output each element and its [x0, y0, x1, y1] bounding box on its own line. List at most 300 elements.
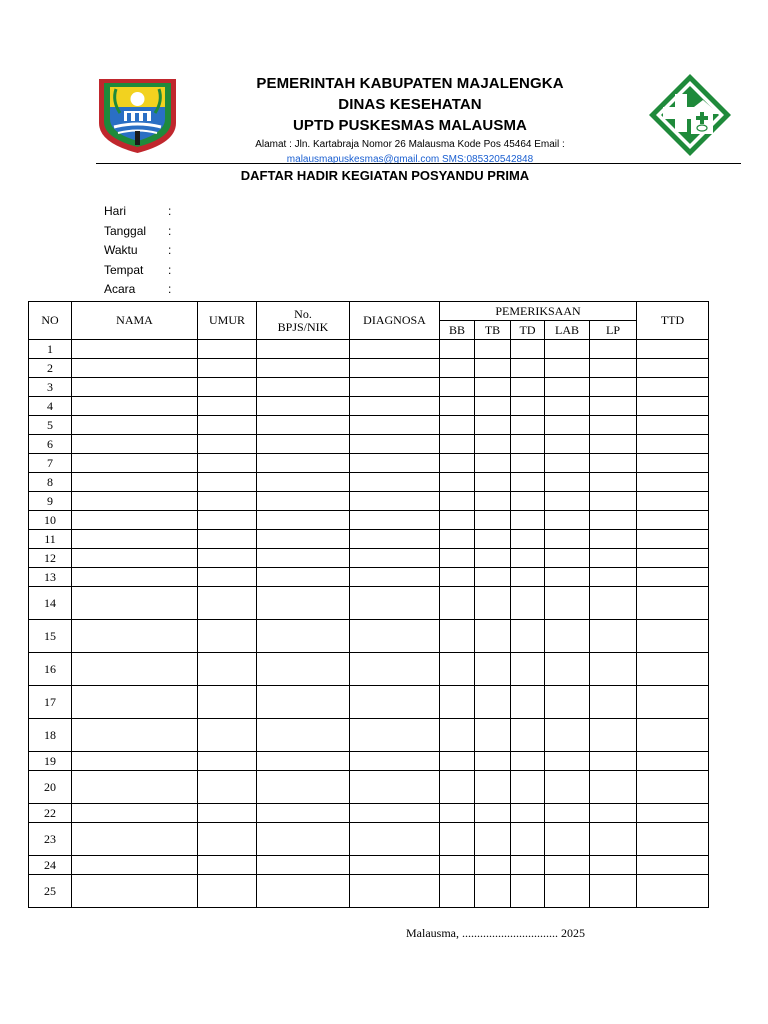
row-cell[interactable]: [511, 804, 545, 823]
row-cell[interactable]: [198, 568, 257, 587]
row-cell[interactable]: [72, 530, 198, 549]
row-cell[interactable]: [72, 686, 198, 719]
row-cell[interactable]: [590, 397, 637, 416]
row-cell[interactable]: [350, 492, 440, 511]
row-cell[interactable]: [511, 378, 545, 397]
row-cell[interactable]: [545, 530, 590, 549]
row-cell[interactable]: [590, 473, 637, 492]
row-cell[interactable]: [350, 454, 440, 473]
row-cell[interactable]: [590, 454, 637, 473]
row-cell[interactable]: [350, 856, 440, 875]
row-number: 12: [29, 549, 72, 568]
row-cell[interactable]: [72, 771, 198, 804]
info-hari: Hari :: [104, 204, 172, 218]
row-cell[interactable]: [198, 587, 257, 620]
row-cell[interactable]: [350, 771, 440, 804]
row-cell[interactable]: [257, 473, 350, 492]
row-cell[interactable]: [637, 511, 709, 530]
row-number: 16: [29, 653, 72, 686]
row-cell[interactable]: [637, 856, 709, 875]
row-cell[interactable]: [440, 823, 475, 856]
row-cell[interactable]: [475, 804, 511, 823]
table-row: [29, 752, 709, 771]
row-number: 25: [29, 875, 72, 908]
row-cell[interactable]: [545, 568, 590, 587]
header-lab: LAB: [545, 321, 590, 340]
table-row: [29, 511, 709, 530]
row-cell[interactable]: [440, 454, 475, 473]
row-cell[interactable]: [545, 823, 590, 856]
row-cell[interactable]: [511, 340, 545, 359]
row-cell[interactable]: [637, 568, 709, 587]
row-cell[interactable]: [198, 686, 257, 719]
row-cell[interactable]: [440, 416, 475, 435]
table-row: [29, 454, 709, 473]
row-cell[interactable]: [198, 454, 257, 473]
row-cell[interactable]: [72, 416, 198, 435]
row-cell[interactable]: [637, 771, 709, 804]
row-cell[interactable]: [198, 752, 257, 771]
row-cell[interactable]: [637, 875, 709, 908]
row-cell[interactable]: [440, 359, 475, 378]
row-cell[interactable]: [545, 549, 590, 568]
row-cell[interactable]: [590, 719, 637, 752]
row-cell[interactable]: [637, 620, 709, 653]
row-cell[interactable]: [198, 511, 257, 530]
row-cell[interactable]: [590, 511, 637, 530]
row-cell[interactable]: [475, 340, 511, 359]
row-cell[interactable]: [440, 568, 475, 587]
row-cell[interactable]: [590, 378, 637, 397]
row-cell[interactable]: [590, 530, 637, 549]
table-row: [29, 435, 709, 454]
row-cell[interactable]: [350, 473, 440, 492]
row-cell[interactable]: [637, 823, 709, 856]
row-cell[interactable]: [475, 752, 511, 771]
row-cell[interactable]: [545, 492, 590, 511]
row-cell[interactable]: [198, 856, 257, 875]
row-cell[interactable]: [350, 340, 440, 359]
row-cell[interactable]: [511, 359, 545, 378]
row-cell[interactable]: [637, 653, 709, 686]
row-cell[interactable]: [72, 804, 198, 823]
row-cell[interactable]: [72, 653, 198, 686]
row-cell[interactable]: [637, 473, 709, 492]
row-cell[interactable]: [72, 492, 198, 511]
table-row: [29, 549, 709, 568]
row-cell[interactable]: [257, 397, 350, 416]
row-cell[interactable]: [545, 587, 590, 620]
row-cell[interactable]: [440, 856, 475, 875]
row-cell[interactable]: [440, 492, 475, 511]
row-cell[interactable]: [511, 752, 545, 771]
row-cell[interactable]: [198, 719, 257, 752]
row-cell[interactable]: [545, 397, 590, 416]
row-cell[interactable]: [440, 511, 475, 530]
row-cell[interactable]: [475, 359, 511, 378]
row-cell[interactable]: [257, 568, 350, 587]
row-cell[interactable]: [198, 549, 257, 568]
attendance-table: [28, 301, 709, 908]
row-cell[interactable]: [198, 653, 257, 686]
row-number: 8: [29, 473, 72, 492]
row-cell[interactable]: [545, 875, 590, 908]
row-cell[interactable]: [440, 340, 475, 359]
row-cell[interactable]: [475, 473, 511, 492]
row-cell[interactable]: [257, 719, 350, 752]
row-cell[interactable]: [257, 340, 350, 359]
row-cell[interactable]: [475, 397, 511, 416]
row-cell[interactable]: [637, 804, 709, 823]
row-cell[interactable]: [72, 378, 198, 397]
row-cell[interactable]: [545, 686, 590, 719]
header-tb: TB: [475, 321, 511, 340]
row-cell[interactable]: [198, 804, 257, 823]
row-cell[interactable]: [440, 771, 475, 804]
row-cell[interactable]: [440, 587, 475, 620]
row-cell[interactable]: [198, 823, 257, 856]
row-cell[interactable]: [475, 378, 511, 397]
address-line: Alamat : Jln. Kartabraja Nomor 26 Malausma Kode Pos 45464 Email :: [255, 139, 565, 150]
table-row: [29, 856, 709, 875]
row-cell[interactable]: [545, 856, 590, 875]
row-cell[interactable]: [350, 511, 440, 530]
row-cell[interactable]: [590, 416, 637, 435]
row-number: 17: [29, 686, 72, 719]
row-cell[interactable]: [545, 719, 590, 752]
row-cell[interactable]: [511, 875, 545, 908]
row-cell[interactable]: [545, 473, 590, 492]
row-cell[interactable]: [637, 686, 709, 719]
row-cell[interactable]: [257, 416, 350, 435]
majalengka-crest-icon: [96, 73, 179, 155]
row-cell[interactable]: [475, 435, 511, 454]
table-row: [29, 620, 709, 653]
row-cell[interactable]: [475, 719, 511, 752]
row-cell[interactable]: [350, 378, 440, 397]
row-cell[interactable]: [72, 454, 198, 473]
row-cell[interactable]: [637, 530, 709, 549]
info-acara: Acara :: [104, 282, 172, 296]
row-number: 2: [29, 359, 72, 378]
row-cell[interactable]: [440, 620, 475, 653]
row-cell[interactable]: [545, 752, 590, 771]
row-cell[interactable]: [350, 587, 440, 620]
row-cell[interactable]: [440, 378, 475, 397]
row-cell[interactable]: [511, 511, 545, 530]
row-cell[interactable]: [440, 653, 475, 686]
row-cell[interactable]: [257, 530, 350, 549]
row-cell[interactable]: [72, 823, 198, 856]
row-cell[interactable]: [350, 397, 440, 416]
row-cell[interactable]: [350, 686, 440, 719]
row-number: 9: [29, 492, 72, 511]
row-cell[interactable]: [72, 435, 198, 454]
header-lp: LP: [590, 321, 637, 340]
row-cell[interactable]: [198, 397, 257, 416]
row-cell[interactable]: [511, 397, 545, 416]
row-cell[interactable]: [590, 856, 637, 875]
row-number: 13: [29, 568, 72, 587]
row-cell[interactable]: [350, 359, 440, 378]
table-row: [29, 686, 709, 719]
row-cell[interactable]: [198, 620, 257, 653]
row-cell[interactable]: [545, 653, 590, 686]
header-no: NO: [29, 302, 72, 340]
row-cell[interactable]: [637, 435, 709, 454]
row-cell[interactable]: [198, 875, 257, 908]
row-cell[interactable]: [72, 340, 198, 359]
row-cell[interactable]: [475, 620, 511, 653]
info-waktu: Waktu :: [104, 243, 172, 257]
row-cell[interactable]: [475, 587, 511, 620]
row-cell[interactable]: [511, 568, 545, 587]
row-cell[interactable]: [475, 492, 511, 511]
row-cell[interactable]: [511, 823, 545, 856]
row-cell[interactable]: [350, 823, 440, 856]
row-cell[interactable]: [590, 549, 637, 568]
table-row: [29, 530, 709, 549]
row-cell[interactable]: [637, 719, 709, 752]
header-line-3: UPTD PUSKESMAS MALAUSMA: [293, 117, 527, 134]
row-number: 14: [29, 587, 72, 620]
row-cell[interactable]: [257, 771, 350, 804]
row-cell[interactable]: [350, 568, 440, 587]
row-cell[interactable]: [350, 530, 440, 549]
row-cell[interactable]: [72, 568, 198, 587]
row-number: 5: [29, 416, 72, 435]
row-cell[interactable]: [198, 359, 257, 378]
header-line-2: DINAS KESEHATAN: [338, 96, 482, 113]
row-cell[interactable]: [475, 454, 511, 473]
info-tanggal: Tanggal :: [104, 223, 172, 238]
row-cell[interactable]: [637, 416, 709, 435]
row-cell[interactable]: [72, 620, 198, 653]
row-number: 7: [29, 454, 72, 473]
row-cell[interactable]: [590, 823, 637, 856]
row-cell[interactable]: [72, 359, 198, 378]
row-cell[interactable]: [350, 653, 440, 686]
row-cell[interactable]: [590, 435, 637, 454]
row-cell[interactable]: [257, 435, 350, 454]
table-row: [29, 359, 709, 378]
row-cell[interactable]: [637, 340, 709, 359]
row-cell[interactable]: [590, 568, 637, 587]
header-divider: [96, 163, 741, 164]
row-cell[interactable]: [72, 511, 198, 530]
row-cell[interactable]: [350, 875, 440, 908]
row-cell[interactable]: [198, 378, 257, 397]
row-number: 6: [29, 435, 72, 454]
row-cell[interactable]: [511, 416, 545, 435]
header-td: TD: [511, 321, 545, 340]
header-ttd: TTD: [637, 302, 709, 340]
row-cell[interactable]: [72, 549, 198, 568]
row-cell[interactable]: [545, 416, 590, 435]
row-cell[interactable]: [475, 875, 511, 908]
row-cell[interactable]: [198, 492, 257, 511]
row-cell[interactable]: [545, 804, 590, 823]
row-cell[interactable]: [511, 587, 545, 620]
row-cell[interactable]: [440, 752, 475, 771]
row-cell[interactable]: [350, 804, 440, 823]
row-cell[interactable]: [590, 340, 637, 359]
row-cell[interactable]: [350, 435, 440, 454]
table-row: [29, 875, 709, 908]
row-cell[interactable]: [257, 587, 350, 620]
row-cell[interactable]: [350, 719, 440, 752]
row-cell[interactable]: [475, 653, 511, 686]
row-cell[interactable]: [475, 530, 511, 549]
row-cell[interactable]: [590, 771, 637, 804]
row-cell[interactable]: [590, 620, 637, 653]
row-cell[interactable]: [511, 771, 545, 804]
row-cell[interactable]: [590, 804, 637, 823]
row-cell[interactable]: [475, 686, 511, 719]
row-cell[interactable]: [511, 686, 545, 719]
row-cell[interactable]: [511, 454, 545, 473]
row-cell[interactable]: [511, 719, 545, 752]
row-cell[interactable]: [637, 587, 709, 620]
row-cell[interactable]: [511, 856, 545, 875]
row-cell[interactable]: [350, 549, 440, 568]
event-info: [104, 202, 171, 300]
row-cell[interactable]: [440, 875, 475, 908]
row-cell[interactable]: [198, 416, 257, 435]
row-cell[interactable]: [257, 686, 350, 719]
row-cell[interactable]: [72, 752, 198, 771]
row-cell[interactable]: [475, 511, 511, 530]
row-cell[interactable]: [440, 397, 475, 416]
table-row: [29, 823, 709, 856]
row-cell[interactable]: [637, 378, 709, 397]
row-cell[interactable]: [350, 620, 440, 653]
row-cell[interactable]: [637, 454, 709, 473]
row-cell[interactable]: [511, 549, 545, 568]
row-cell[interactable]: [590, 492, 637, 511]
row-cell[interactable]: [350, 752, 440, 771]
row-cell[interactable]: [545, 454, 590, 473]
row-cell[interactable]: [257, 492, 350, 511]
row-cell[interactable]: [257, 549, 350, 568]
row-number: 11: [29, 530, 72, 549]
row-cell[interactable]: [475, 823, 511, 856]
row-cell[interactable]: [257, 856, 350, 875]
row-cell[interactable]: [440, 719, 475, 752]
row-cell[interactable]: [257, 804, 350, 823]
row-number: 22: [29, 804, 72, 823]
row-cell[interactable]: [511, 492, 545, 511]
row-cell[interactable]: [545, 771, 590, 804]
row-cell[interactable]: [440, 530, 475, 549]
row-cell[interactable]: [440, 549, 475, 568]
row-cell[interactable]: [590, 875, 637, 908]
row-cell[interactable]: [545, 620, 590, 653]
row-cell[interactable]: [257, 620, 350, 653]
letterhead: [190, 73, 630, 166]
row-cell[interactable]: [257, 511, 350, 530]
row-cell[interactable]: [545, 359, 590, 378]
row-cell[interactable]: [72, 587, 198, 620]
row-cell[interactable]: [440, 473, 475, 492]
email-sms-link[interactable]: malausmapuskesmas@gmail.com SMS:085320542848: [286, 154, 534, 165]
row-number: 1: [29, 340, 72, 359]
row-cell[interactable]: [440, 804, 475, 823]
row-cell[interactable]: [475, 568, 511, 587]
table-row: [29, 804, 709, 823]
row-cell[interactable]: [545, 511, 590, 530]
row-number: 3: [29, 378, 72, 397]
row-cell[interactable]: [257, 752, 350, 771]
row-cell[interactable]: [72, 856, 198, 875]
row-cell[interactable]: [511, 473, 545, 492]
row-cell[interactable]: [590, 686, 637, 719]
row-cell[interactable]: [545, 435, 590, 454]
row-cell[interactable]: [637, 359, 709, 378]
info-tempat: Tempat :: [104, 262, 172, 277]
table-row: [29, 653, 709, 686]
row-cell[interactable]: [637, 492, 709, 511]
row-cell[interactable]: [257, 359, 350, 378]
row-cell[interactable]: [545, 378, 590, 397]
table-row: [29, 340, 709, 359]
row-cell[interactable]: [475, 771, 511, 804]
row-cell[interactable]: [475, 856, 511, 875]
table-row: [29, 397, 709, 416]
row-cell[interactable]: [72, 719, 198, 752]
row-cell[interactable]: [257, 823, 350, 856]
row-cell[interactable]: [637, 549, 709, 568]
row-cell[interactable]: [440, 435, 475, 454]
puskesmas-logo-icon: [645, 72, 735, 158]
row-cell[interactable]: [637, 397, 709, 416]
row-cell[interactable]: [590, 752, 637, 771]
row-cell[interactable]: [590, 587, 637, 620]
row-cell[interactable]: [511, 653, 545, 686]
row-number: 19: [29, 752, 72, 771]
row-cell[interactable]: [198, 340, 257, 359]
row-cell[interactable]: [350, 416, 440, 435]
row-cell[interactable]: [72, 875, 198, 908]
row-cell[interactable]: [545, 340, 590, 359]
row-cell[interactable]: [257, 378, 350, 397]
header-pemeriksaan: PEMERIKSAAN: [440, 302, 637, 321]
row-cell[interactable]: [590, 359, 637, 378]
row-cell[interactable]: [511, 530, 545, 549]
row-cell[interactable]: [257, 454, 350, 473]
row-number: 24: [29, 856, 72, 875]
row-cell[interactable]: [198, 473, 257, 492]
row-cell[interactable]: [198, 530, 257, 549]
row-cell[interactable]: [257, 875, 350, 908]
row-cell[interactable]: [475, 416, 511, 435]
row-cell[interactable]: [637, 752, 709, 771]
table-row: [29, 719, 709, 752]
row-cell[interactable]: [475, 549, 511, 568]
row-cell[interactable]: [198, 435, 257, 454]
row-cell[interactable]: [511, 620, 545, 653]
row-cell[interactable]: [590, 653, 637, 686]
row-cell[interactable]: [440, 686, 475, 719]
row-cell[interactable]: [257, 653, 350, 686]
table-row: [29, 771, 709, 804]
row-cell[interactable]: [511, 435, 545, 454]
row-cell[interactable]: [72, 397, 198, 416]
row-cell[interactable]: [198, 771, 257, 804]
row-cell[interactable]: [72, 473, 198, 492]
row-number: 20: [29, 771, 72, 804]
header-bpjs-nik: No. BPJS/NIK: [257, 302, 350, 340]
